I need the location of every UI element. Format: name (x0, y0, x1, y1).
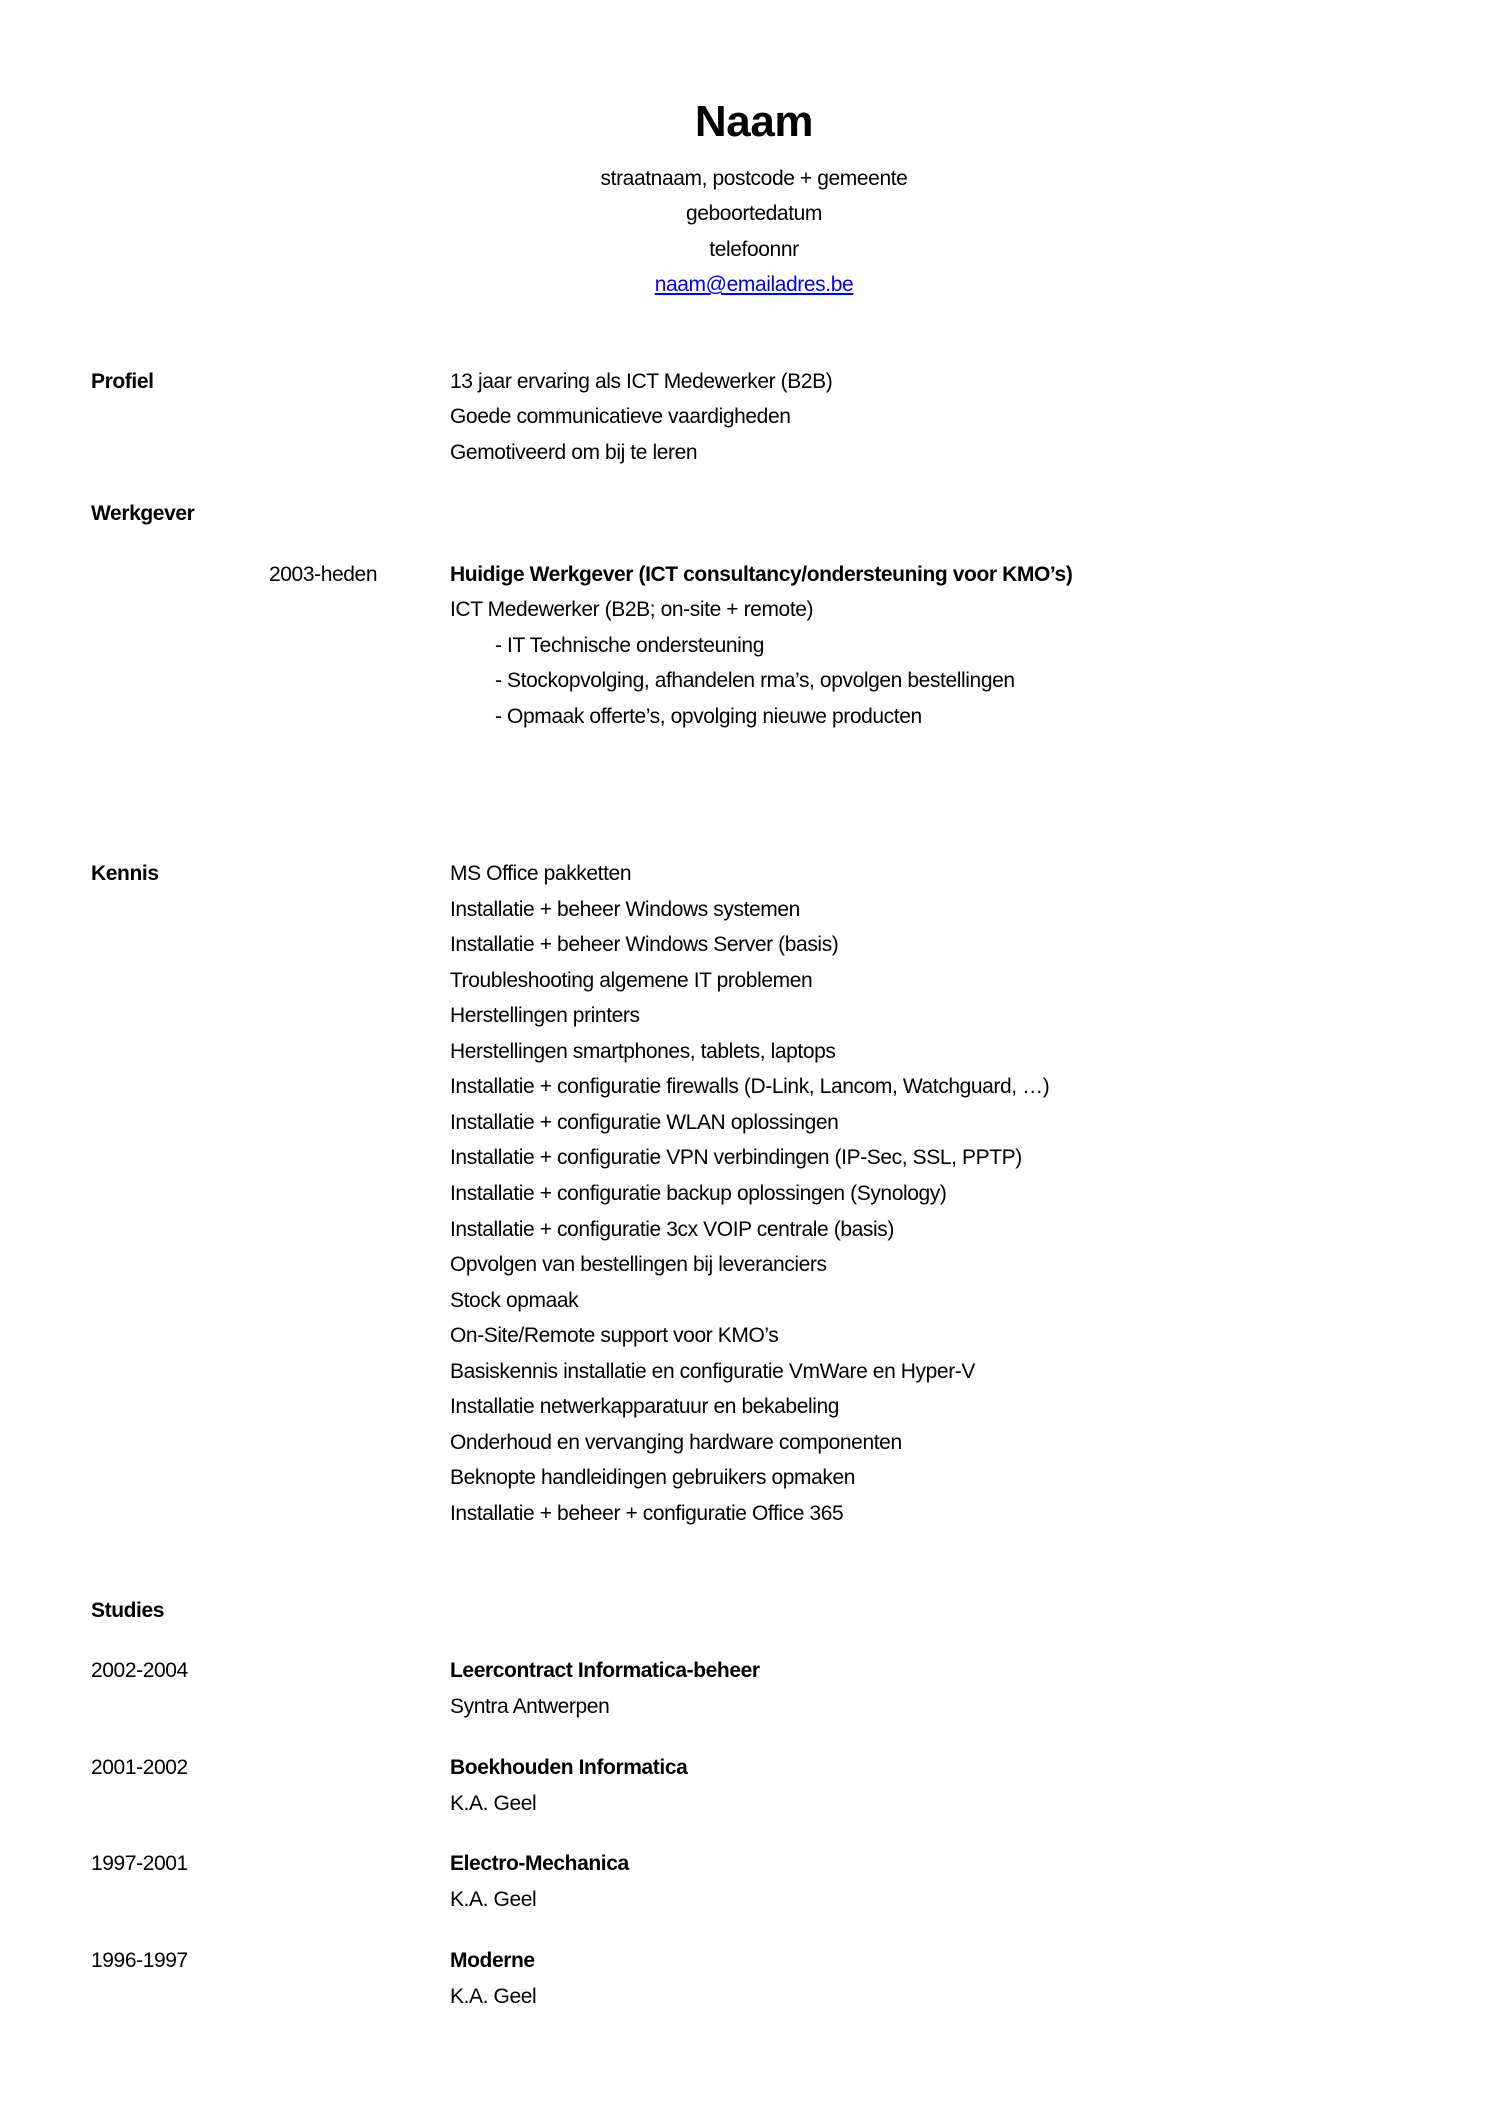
studies-heading: Studies (91, 1599, 165, 1622)
cv-name: Naam (694, 97, 814, 146)
skill-item: Beknopte handleidingen gebruikers opmaken (450, 1466, 856, 1490)
skill-item: Opvolgen van bestellingen bij leveranciers (450, 1253, 827, 1277)
birthdate: geboortedatum (685, 202, 823, 225)
skill-item: On-Site/Remote support voor KMO’s (450, 1324, 779, 1348)
skill-item: Installatie + configuratie backup oplossingen (Synology) (450, 1181, 947, 1205)
employer-period: 2003-heden (269, 563, 378, 586)
study-title: Electro-Mechanica (450, 1852, 629, 1876)
employer-heading: Werkgever (91, 502, 195, 525)
address: straatnaam, postcode + gemeente (600, 167, 908, 190)
phone: telefoonnr (709, 238, 799, 261)
profile-heading: Profiel (91, 370, 154, 393)
skill-item: Herstellingen smartphones, tablets, laptops (450, 1039, 836, 1063)
employer-task: - Stockopvolging, afhandelen rma’s, opvolgen bestellingen (495, 669, 1015, 692)
skill-item: Basiskennis installatie en configuratie VmWare en Hyper-V (450, 1359, 976, 1383)
skill-item: Installatie + beheer Windows Server (basis) (450, 933, 839, 957)
study-title: Boekhouden Informatica (450, 1755, 688, 1779)
study-title: Leercontract Informatica-beheer (450, 1659, 760, 1682)
skill-item: Installatie + configuratie firewalls (D-Link, Lancom, Watchguard, …) (450, 1075, 1050, 1099)
employer-task: - Opmaak offerte’s, opvolging nieuwe producten (495, 705, 922, 728)
skill-item: Onderhoud en vervanging hardware componenten (450, 1430, 902, 1454)
study-school: Syntra Antwerpen (450, 1695, 610, 1718)
study-period: 1996-1997 (91, 1948, 188, 1972)
skill-item: Installatie + beheer Windows systemen (450, 897, 800, 921)
study-school: K.A. Geel (450, 1888, 537, 1912)
study-period: 2002-2004 (91, 1659, 188, 1682)
skill-item: Installatie + beheer + configuratie Office 365 (450, 1501, 844, 1525)
skill-item: Installatie + configuratie WLAN oplossingen (450, 1110, 839, 1134)
study-school: K.A. Geel (450, 1791, 537, 1815)
profile-line: Gemotiveerd om bij te leren (450, 441, 698, 464)
study-school: K.A. Geel (450, 1984, 537, 2008)
study-title: Moderne (450, 1948, 535, 1972)
employer-role: ICT Medewerker (B2B; on-site + remote) (450, 598, 814, 621)
employer-company: Huidige Werkgever (ICT consultancy/ondersteuning voor KMO’s) (450, 563, 1073, 586)
study-period: 2001-2002 (91, 1755, 188, 1779)
skill-item: Installatie + configuratie VPN verbindingen (IP-Sec, SSL, PPTP) (450, 1146, 1022, 1170)
skill-item: Herstellingen printers (450, 1004, 640, 1028)
skill-item: Installatie + configuratie 3cx VOIP centrale (basis) (450, 1217, 894, 1241)
skill-item: MS Office pakketten (450, 862, 632, 885)
skill-item: Stock opmaak (450, 1288, 579, 1312)
employer-task: - IT Technische ondersteuning (495, 634, 764, 657)
skill-item: Installatie netwerkapparatuur en bekabeling (450, 1395, 840, 1419)
profile-line: 13 jaar ervaring als ICT Medewerker (B2B) (450, 370, 833, 393)
skill-item: Troubleshooting algemene IT problemen (450, 968, 813, 992)
profile-line: Goede communicatieve vaardigheden (450, 405, 791, 428)
study-period: 1997-2001 (91, 1852, 188, 1876)
email-link[interactable]: naam@emailadres.be (654, 273, 854, 296)
skills-heading: Kennis (91, 862, 159, 885)
